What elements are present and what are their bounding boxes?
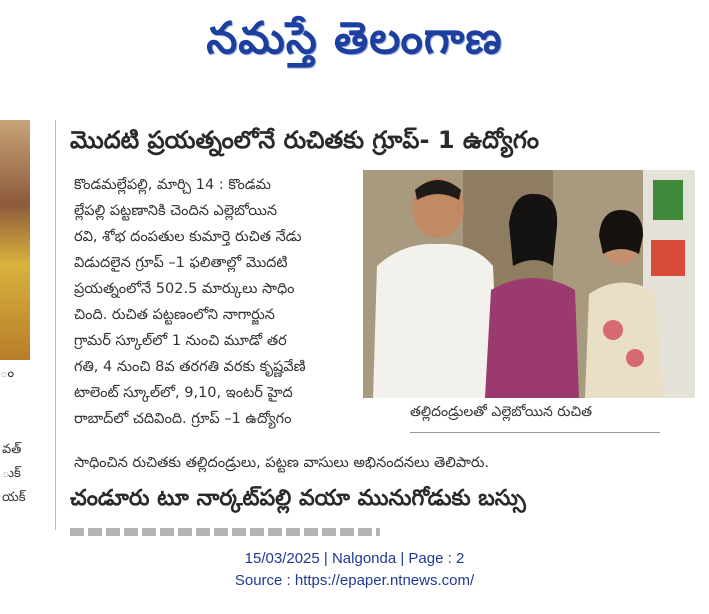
body-line: చింది. రుచిత పట్టణంలోని నాగార్జున xyxy=(74,307,275,323)
family-photo xyxy=(363,170,695,398)
caption-rule xyxy=(410,432,660,433)
column-divider xyxy=(55,120,56,530)
adjacent-article-strip xyxy=(0,120,52,530)
body-line: ల్లేపల్లి పట్టణానికి చెందిన ఎల్లెబోయిన xyxy=(74,203,278,219)
body-line: కొండమల్లేపల్లి, మార్చి 14 : కొండమ xyxy=(74,177,271,193)
body-line: టాలెంట్ స్కూల్‌లో, 9,10, ఇంటర్ హైద xyxy=(74,385,293,401)
source-link[interactable]: Source : https://epaper.ntnews.com/ xyxy=(234,572,475,589)
family-photo-illustration xyxy=(363,170,695,398)
adjacent-photo xyxy=(0,120,30,360)
source-footer xyxy=(0,548,709,592)
adjacent-text-fragment: వత్ xyxy=(2,442,22,457)
newspaper-masthead: నమస్తే తెలంగాణ xyxy=(206,13,503,64)
body-line: గతి, 4 నుంచి 8వ తరగతి వరకు కృష్ణవేణి xyxy=(74,359,306,375)
body-line: రవి, శోభ దంపతుల కుమార్తె రుచిత నేడు xyxy=(74,229,302,245)
adjacent-text-fragment: ుక్ xyxy=(2,466,21,481)
edition-info: 15/03/2025 | Nalgonda | Page : 2 xyxy=(244,550,465,567)
article-headline: మొదటి ప్రయత్నంలోనే రుచితకు గ్రూప్- 1 ఉద్యోగం xyxy=(70,126,540,154)
cut-off-text-line xyxy=(70,528,380,536)
body-line: గ్రామర్ స్కూల్‌లో 1 నుంచి మూడో తర xyxy=(74,333,287,349)
adjacent-text-fragment: యక్ xyxy=(2,490,26,505)
article-body xyxy=(74,172,360,432)
body-last-line: సాధించిన రుచితకు తల్లిదండ్రులు, పట్టణ వాసులు అభినందనలు తెలిపారు. xyxy=(74,455,490,471)
adjacent-marker: ం xyxy=(0,366,15,381)
body-line: విడుదలైన గ్రూప్ –1 ఫలితాల్లో మొదటి xyxy=(74,255,288,271)
second-article-headline: చండూరు టూ నార్కట్‌పల్లి వయా మునుగోడుకు బస్సు xyxy=(70,486,526,511)
body-line: రాబాద్‌లో చదివింది. గ్రూప్ –1 ఉద్యోగం xyxy=(74,411,292,427)
body-line: ప్రయత్నంలోనే 502.5 మార్కులు సాధిం xyxy=(74,281,295,297)
photo-caption: తల్లిదండ్రులతో ఎల్లెబోయిన రుచిత xyxy=(410,404,592,420)
